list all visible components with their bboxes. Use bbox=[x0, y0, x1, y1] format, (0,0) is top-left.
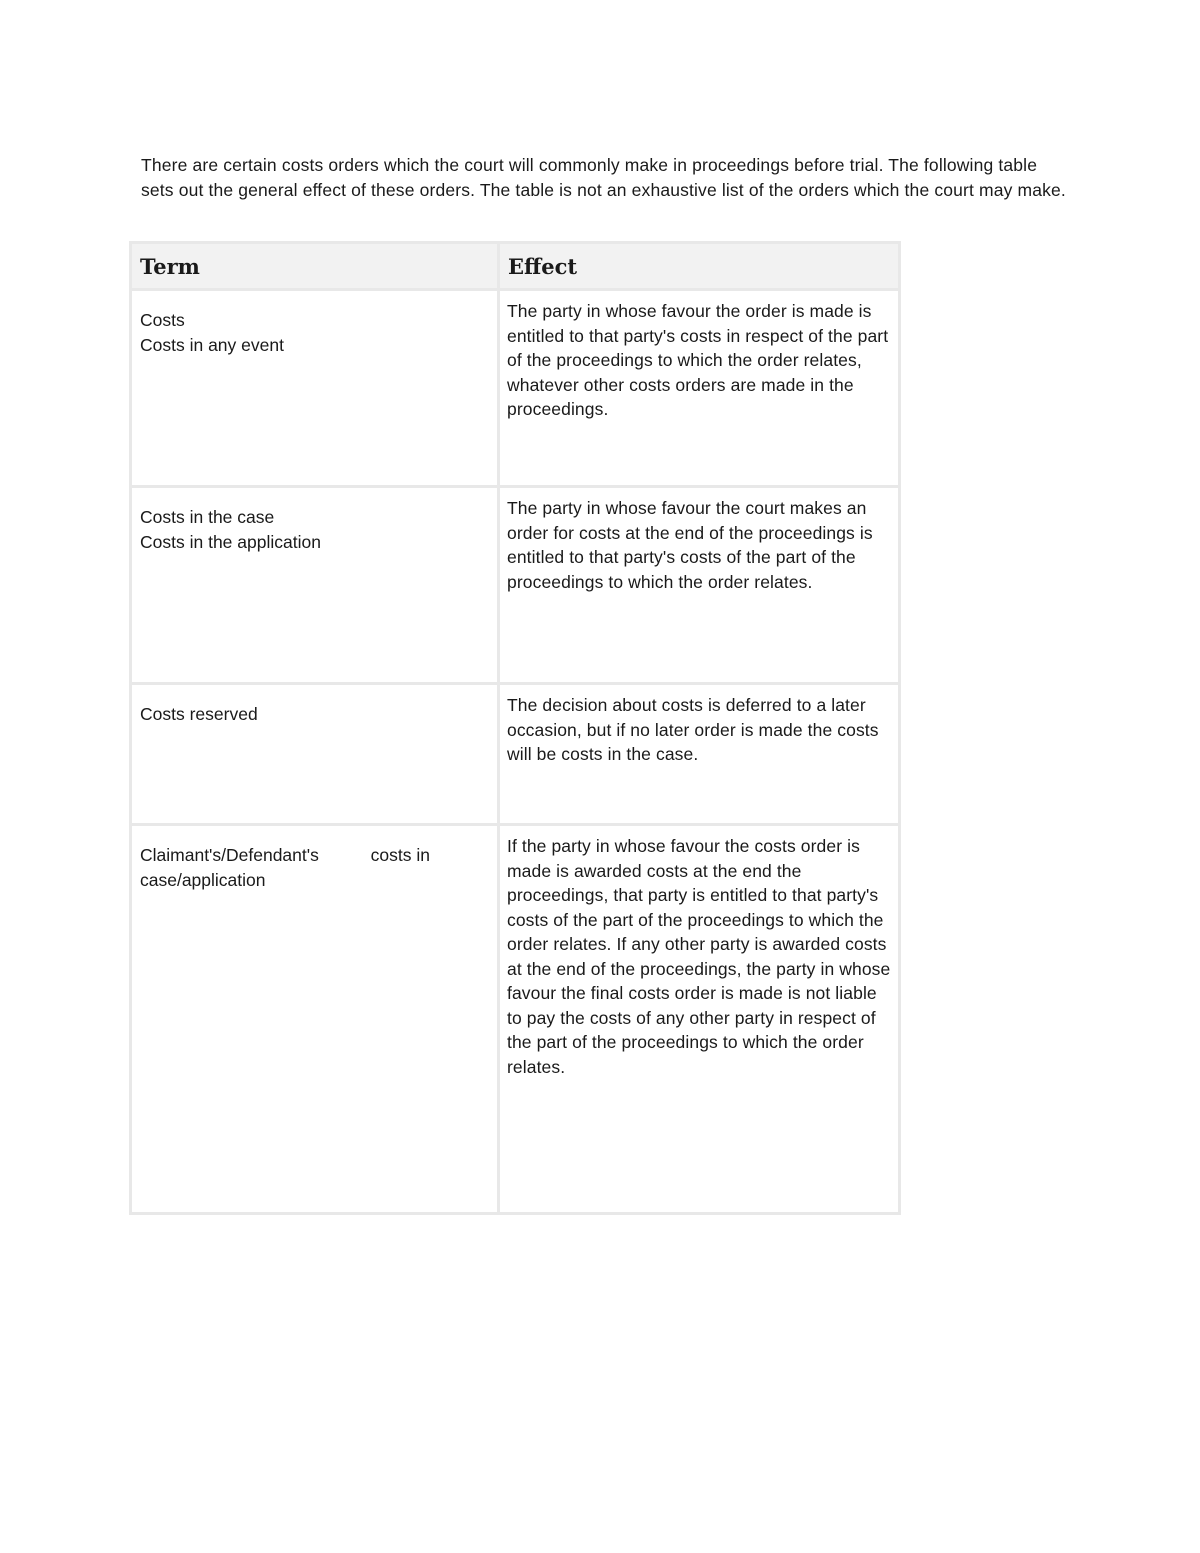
table-header-row bbox=[131, 243, 900, 290]
effect-column-header: Effect bbox=[499, 243, 900, 290]
table-row bbox=[131, 825, 900, 1214]
table-row bbox=[131, 684, 900, 825]
costs-orders-table bbox=[129, 241, 901, 1215]
term-text: costs in bbox=[370, 845, 430, 865]
term-text: Costs in the application bbox=[140, 532, 321, 552]
term-column-header: Term bbox=[131, 243, 499, 290]
term-first-line bbox=[140, 843, 430, 868]
term-text: Costs in any event bbox=[140, 335, 284, 355]
term-text: Costs reserved bbox=[140, 704, 258, 724]
term-text: Costs bbox=[140, 310, 185, 330]
term-text: Costs in the case bbox=[140, 507, 275, 527]
effect-cell: The party in whose favour the order is made is entitled to that party's costs in respect of the part of the proceedings to which the order relates, whatever other costs orders are made in the proceedings. bbox=[499, 290, 900, 487]
term-cell bbox=[131, 487, 499, 684]
term-cell bbox=[131, 825, 499, 1214]
intro-paragraph: There are certain costs orders which the court will commonly make in proceedings before trial. The following table sets out the general effect of these orders. The table is not an exhaustive list of the orders which the court may make. bbox=[141, 155, 1066, 200]
term-text: Claimant's/Defendant's bbox=[140, 845, 319, 865]
term-text: case/application bbox=[140, 870, 266, 890]
effect-cell: The party in whose favour the court makes an order for costs at the end of the proceedings is entitled to that party's costs of the part of the proceedings to which the order relates. bbox=[499, 487, 900, 684]
table-row bbox=[131, 487, 900, 684]
term-cell bbox=[131, 684, 499, 825]
term-cell bbox=[131, 290, 499, 487]
table-row bbox=[131, 290, 900, 487]
effect-cell: If the party in whose favour the costs order is made is awarded costs at the end the proceedings, that party is entitled to that party's costs of the part of the proceedings to which the order relates. If any other party is awarded costs at the end of the proceedings, the party in whose favour the final costs order is made is not liable to pay the costs of any other party in respect of the part of the proceedings to which the order relates. bbox=[499, 825, 900, 1214]
effect-cell: The decision about costs is deferred to a later occasion, but if no later order is made the costs will be costs in the case. bbox=[499, 684, 900, 825]
